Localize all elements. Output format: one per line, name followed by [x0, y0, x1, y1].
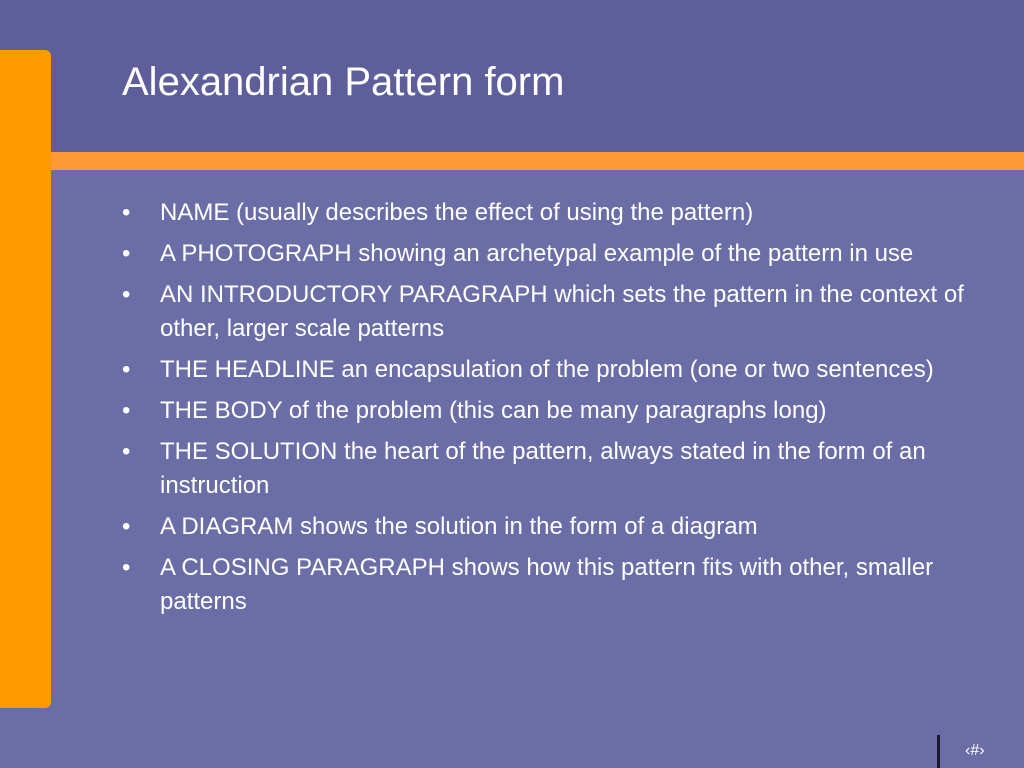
bullet-item — [118, 237, 1008, 271]
bullet-icon: • — [122, 356, 131, 383]
bullet-item — [118, 394, 1008, 428]
bullet-icon: • — [122, 281, 131, 308]
footer-divider — [937, 735, 940, 768]
bullet-item — [118, 510, 1008, 544]
slide-title: Alexandrian Pattern form — [122, 60, 565, 104]
bullet-item — [118, 435, 1008, 503]
bullet-text: A DIAGRAM shows the solution in the form of a diagram — [160, 513, 758, 540]
bullet-text: THE SOLUTION the heart of the pattern, always stated in the form of an instruction — [160, 438, 926, 499]
bullet-icon: • — [122, 199, 131, 226]
bullet-text: THE HEADLINE an encapsulation of the problem (one or two sentences) — [160, 356, 934, 383]
bullet-item — [118, 353, 1008, 387]
bullet-item — [118, 196, 1008, 230]
bullet-icon: • — [122, 397, 131, 424]
orange-sidebar — [0, 50, 51, 708]
bullet-list — [118, 196, 1008, 626]
bullet-text: AN INTRODUCTORY PARAGRAPH which sets the pattern in the context of other, larger scale patterns — [160, 281, 964, 342]
bullet-icon: • — [122, 438, 131, 465]
bullet-text: THE BODY of the problem (this can be many paragraphs long) — [160, 397, 827, 424]
bullet-icon: • — [122, 513, 131, 540]
bullet-item — [118, 278, 1008, 346]
orange-divider — [0, 152, 1024, 170]
bullet-icon: • — [122, 554, 131, 581]
bullet-text: A PHOTOGRAPH showing an archetypal example of the pattern in use — [160, 240, 914, 267]
bullet-item — [118, 551, 1008, 619]
bullet-text: NAME (usually describes the effect of using the pattern) — [160, 199, 754, 226]
bullet-icon: • — [122, 240, 131, 267]
slide-number: ‹#› — [965, 742, 985, 759]
bullet-text: A CLOSING PARAGRAPH shows how this pattern fits with other, smaller patterns — [160, 554, 934, 615]
